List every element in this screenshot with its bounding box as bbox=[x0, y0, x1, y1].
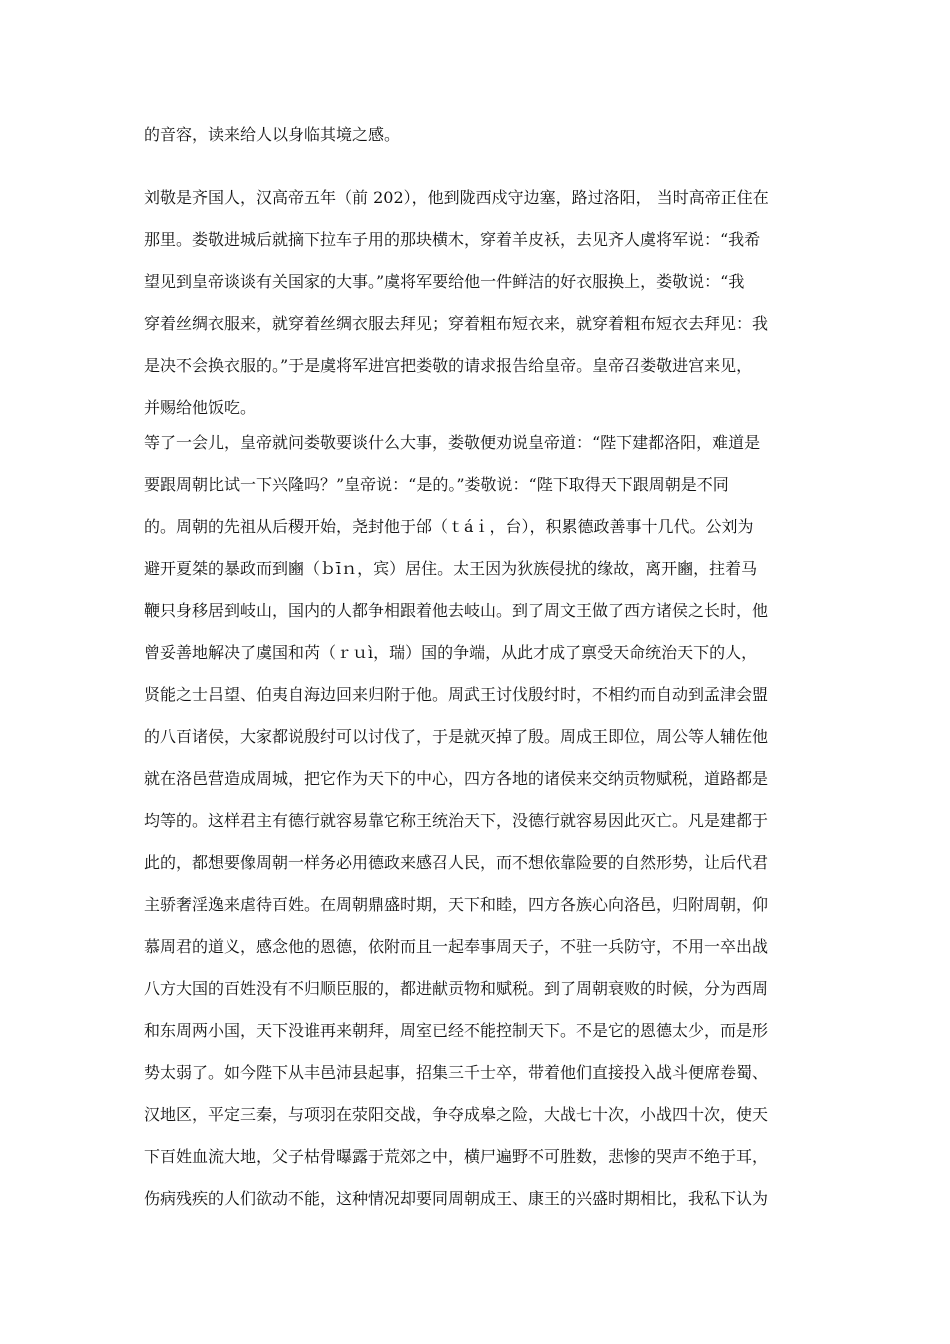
text-line-14: 贤能之士吕望、伯夷自海边回来归附于他。周武王讨伐殷纣时，不相约而自动到孟津会盟 bbox=[144, 685, 769, 704]
text-line-22: 和东周两小国，天下没谁再来朝拜，周室已经不能控制天下。不是它的恩德太少，而是形 bbox=[144, 1021, 769, 1040]
text-line-26: 伤病残疾的人们欲动不能，这种情况却要同周朝成王、康王的兴盛时期相比，我私下认为 bbox=[144, 1189, 769, 1208]
text-line-17: 均等的。这样君主有德行就容易靠它称王统治天下，没德行就容易因此灭亡。凡是建都于 bbox=[144, 811, 769, 830]
text-line-15: 的八百诸侯，大家都说殷纣可以讨伐了，于是就灭掉了殷。周成王即位，周公等人辅佐他 bbox=[144, 727, 769, 746]
text-line-7: 并赐给他饭吃。 bbox=[144, 398, 257, 417]
text-line-16: 就在洛邑营造成周城，把它作为天下的中心，四方各地的诸侯来交纳贡物赋税，道路都是 bbox=[144, 769, 769, 788]
text-line-8: 等了一会儿，皇帝就问娄敬要谈什么大事，娄敬便劝说皇帝道：“陛下建都洛阳，难道是 bbox=[144, 433, 761, 452]
text-line-19: 主骄奢淫逸来虐待百姓。在周朝鼎盛时期，天下和睦，四方各族心向洛邑，归附周朝，仰 bbox=[144, 895, 769, 914]
text-line-24: 汉地区，平定三秦，与项羽在荥阳交战，争夺成皋之险，大战七十次，小战四十次，使天 bbox=[144, 1105, 769, 1124]
text-line-18: 此的，都想要像周朝一样务必用德政来感召人民，而不想依靠险要的自然形势，让后代君 bbox=[144, 853, 769, 872]
text-line-4: 望见到皇帝谈谈有关国家的大事。”虞将军要给他一件鲜洁的好衣服换上，娄敬说：“我 bbox=[144, 272, 745, 291]
text-line-25: 下百姓血流大地，父子枯骨曝露于荒郊之中，横尸遍野不可胜数，悲惨的哭声不绝于耳， bbox=[144, 1147, 769, 1166]
text-line-10: 的。周朝的先祖从后稷开始，尧封他于邰（ｔáｉ，台），积累德政善事十几代。公刘为 bbox=[144, 517, 754, 536]
text-line-9: 要跟周朝比试一下兴隆吗？”皇帝说：“是的。”娄敬说：“陛下取得天下跟周朝是不同 bbox=[144, 475, 729, 494]
text-line-21: 八方大国的百姓没有不归顺臣服的，都进献贡物和赋税。到了周朝衰败的时候，分为西周 bbox=[144, 979, 769, 998]
text-line-11: 避开夏桀的暴政而到豳（ｂīｎ，宾）居住。太王因为狄族侵扰的缘故，离开豳，拄着马 bbox=[144, 559, 758, 578]
text-line-23: 势太弱了。如今陛下从丰邑沛县起事，招集三千士卒，带着他们直接投入战斗便席卷蜀、 bbox=[144, 1063, 769, 1082]
text-line-1: 的音容，读来给人以身临其境之感。 bbox=[144, 125, 401, 144]
text-line-13: 曾妥善地解决了虞国和芮（ｒｕì，瑞）国的争端，从此才成了禀受天命统治天下的人， bbox=[144, 643, 758, 662]
text-line-12: 鞭只身移居到岐山，国内的人都争相跟着他去岐山。到了周文王做了西方诸侯之长时，他 bbox=[144, 601, 769, 620]
text-line-3: 那里。娄敬进城后就摘下拉车子用的那块横木，穿着羊皮袄，去见齐人虞将军说：“我希 bbox=[144, 230, 761, 249]
text-line-6: 是决不会换衣服的。”于是虞将军进宫把娄敬的请求报告给皇帝。皇帝召娄敬进宫来见， bbox=[144, 356, 753, 375]
text-line-20: 慕周君的道义，感念他的恩德，依附而且一起奉事周天子，不驻一兵防守，不用一卒出战 bbox=[144, 937, 769, 956]
text-line-5: 穿着丝绸衣服来，就穿着丝绸衣服去拜见；穿着粗布短衣来，就穿着粗布短衣去拜见：我 bbox=[144, 314, 769, 333]
text-line-2: 刘敬是齐国人，汉高帝五年（前 202），他到陇西戍守边塞，路过洛阳， 当时高帝正住在 bbox=[144, 188, 769, 207]
